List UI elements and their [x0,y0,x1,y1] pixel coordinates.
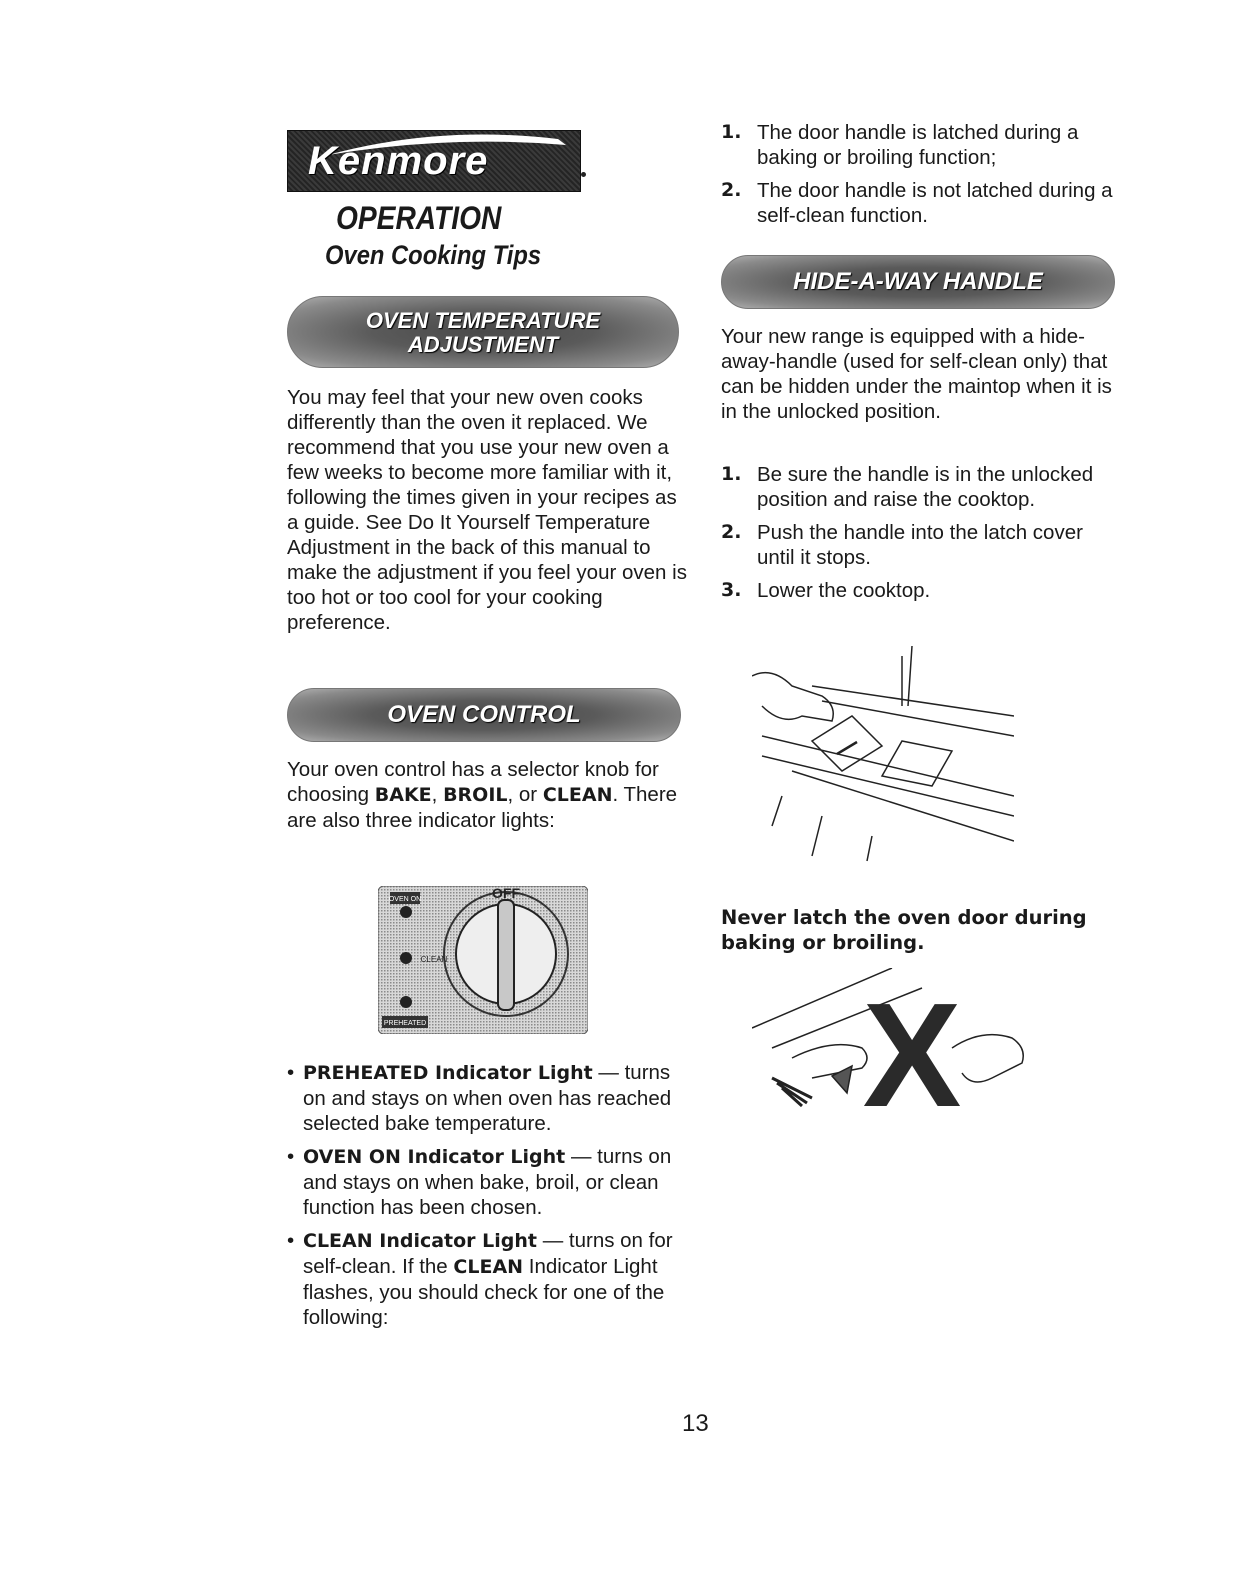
list-item [287,1144,687,1220]
oven-control-banner: OVEN CONTROL [287,688,681,742]
bullet-title: CLEAN Indicator Light [303,1230,537,1252]
list-text: The door handle is not latched during a self-clean function. [757,179,1113,227]
clean-knob-label: CLEAN [420,955,448,964]
preheated-knob-label: PREHEATED [383,1020,427,1027]
latch-list [721,120,1116,236]
list-number: 2. [721,179,742,201]
bullet-text: — turns on for self-clean. If the [303,1229,673,1278]
kenmore-logo [287,130,581,192]
list-item [721,520,1116,570]
arrow-icon [832,1066,852,1093]
control-sep2: , or [507,783,543,806]
bullet-title: OVEN ON Indicator Light [303,1146,566,1168]
list-item [287,1228,687,1330]
bullet-text2: Indicator Light flashes, you should check for one of the following: [303,1255,665,1329]
bullet-title: PREHEATED Indicator Light [303,1062,593,1084]
bullet-icon: • [287,1145,295,1168]
bullet-text: — turns on and stays on when oven has reached selected bake temperature. [303,1061,672,1135]
temp-adjust-banner [287,296,679,368]
oven-on-light-icon [400,906,412,918]
list-item [287,1060,687,1136]
list-item [721,578,1116,603]
temp-adjust-text: You may feel that your new oven cooks differently than the oven it replaced. We recommend that you use your new oven a few weeks to become more familiar with it, following the times given in your recipes as a guide. See Do It Yourself Temperature Adjustment in the back of this manual to make the adjustment if you feel your oven is too hot or too cool for your cooking preference. [287,386,687,634]
handle-steps [721,462,1116,611]
page-title: OPERATION [336,200,502,236]
list-number: 1. [721,463,742,485]
preheated-light-icon [400,996,412,1008]
broil-label: BROIL [443,784,508,806]
do-not-latch-illustration [752,968,1032,1118]
list-text: Lower the cooktop. [757,579,931,602]
temp-banner-line1: OVEN TEMPERATURE [365,308,601,333]
bullet-icon: • [287,1061,295,1084]
list-item [721,178,1116,228]
page-number: 13 [682,1410,709,1437]
list-number: 1. [721,121,742,143]
list-number: 3. [721,579,742,601]
control-knob-illustration [378,886,588,1034]
handle-text: Your new range is equipped with a hide-away-handle (used for self-clean only) that can be hidden under the maintop when it is in the unlocked position. [721,325,1112,423]
bake-label: BAKE [374,784,432,806]
page-subtitle: Oven Cooking Tips [325,240,542,270]
hide-a-way-handle-banner: HIDE-A-WAY HANDLE [721,255,1115,309]
handle-illustration [752,646,1014,886]
bullet-bold: CLEAN [453,1256,524,1278]
bullet-icon: • [287,1229,295,1252]
bullet-text: — turns on and stays on when bake, broil, or clean function has been chosen. [303,1145,672,1219]
oven-control-text [287,757,687,833]
control-text-a: Your oven control has a selector knob for choosing [287,758,659,806]
list-text: Be sure the handle is in the unlocked position and raise the cooktop. [757,463,1094,511]
logo-dot [581,172,586,177]
oven-on-knob-label: OVEN ON [388,896,422,903]
clean-label: CLEAN [542,784,613,806]
list-item [721,462,1116,512]
list-text: Push the handle into the latch cover until it stops. [757,521,1083,569]
list-item [721,120,1116,170]
list-text: The door handle is latched during a baking or broiling function; [757,121,1079,169]
x-mark-icon: X [862,973,962,1118]
clean-light-icon [400,952,412,964]
brand-name: Kenmore [308,139,489,183]
off-knob-label: OFF [492,886,520,901]
indicator-bullets [287,1060,687,1338]
control-sep1: , [431,783,444,806]
warning-text: Never latch the oven door during baking or broiling. [721,906,1087,954]
control-text-b: . There are also three indicator lights: [287,783,678,832]
temp-banner-line2: ADJUSTMENT [407,332,559,357]
list-number: 2. [721,521,742,543]
